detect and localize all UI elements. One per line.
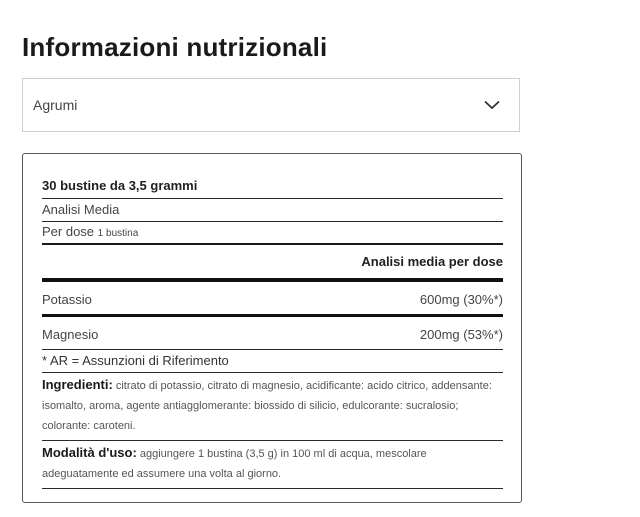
column-header: Analisi media per dose: [42, 245, 503, 282]
per-dose-unit: 1 bustina: [97, 228, 139, 239]
usage-instructions: [42, 441, 503, 489]
nutrient-value: 200mg (53%*): [419, 327, 503, 342]
nutrient-row-potassio: [42, 282, 503, 317]
nutrient-value: 600mg (30%*): [419, 292, 503, 307]
nutrient-name: Potassio: [42, 292, 92, 307]
ingredients-text: citrato di potassio, citrato di magnesio, acidificante: acido citrico, addensante: isomalto, aroma, agente antiagglomerante: biossido di silicio, edulcorante: sucralosio; colorante: caroteni.: [42, 380, 492, 432]
per-dose-label: Per dose: [42, 224, 95, 239]
page-title: Informazioni nutrizionali: [22, 32, 328, 62]
chevron-down-icon: [483, 99, 501, 111]
flavor-select-value: Agrumi: [33, 97, 78, 113]
nutrition-table: [42, 176, 503, 489]
analisi-media-label: Analisi Media: [42, 199, 503, 222]
serving-size: 30 bustine da 3,5 grammi: [42, 176, 503, 199]
nutrient-name: Magnesio: [42, 327, 99, 342]
per-dose-row: [42, 222, 503, 245]
nutrition-panel: [22, 153, 522, 503]
usage-text: aggiungere 1 bustina (3,5 g) in 100 ml di acqua, mescolare adeguatamente ed assumere una volta al giorno.: [42, 448, 427, 480]
ar-note: * AR = Assunzioni di Riferimento: [42, 350, 503, 373]
flavor-select[interactable]: [22, 78, 520, 132]
nutrient-row-magnesio: [42, 317, 503, 350]
usage-label: Modalità d'uso:: [42, 445, 137, 460]
ingredients-label: Ingredienti:: [42, 377, 113, 392]
ingredients: [42, 373, 503, 441]
